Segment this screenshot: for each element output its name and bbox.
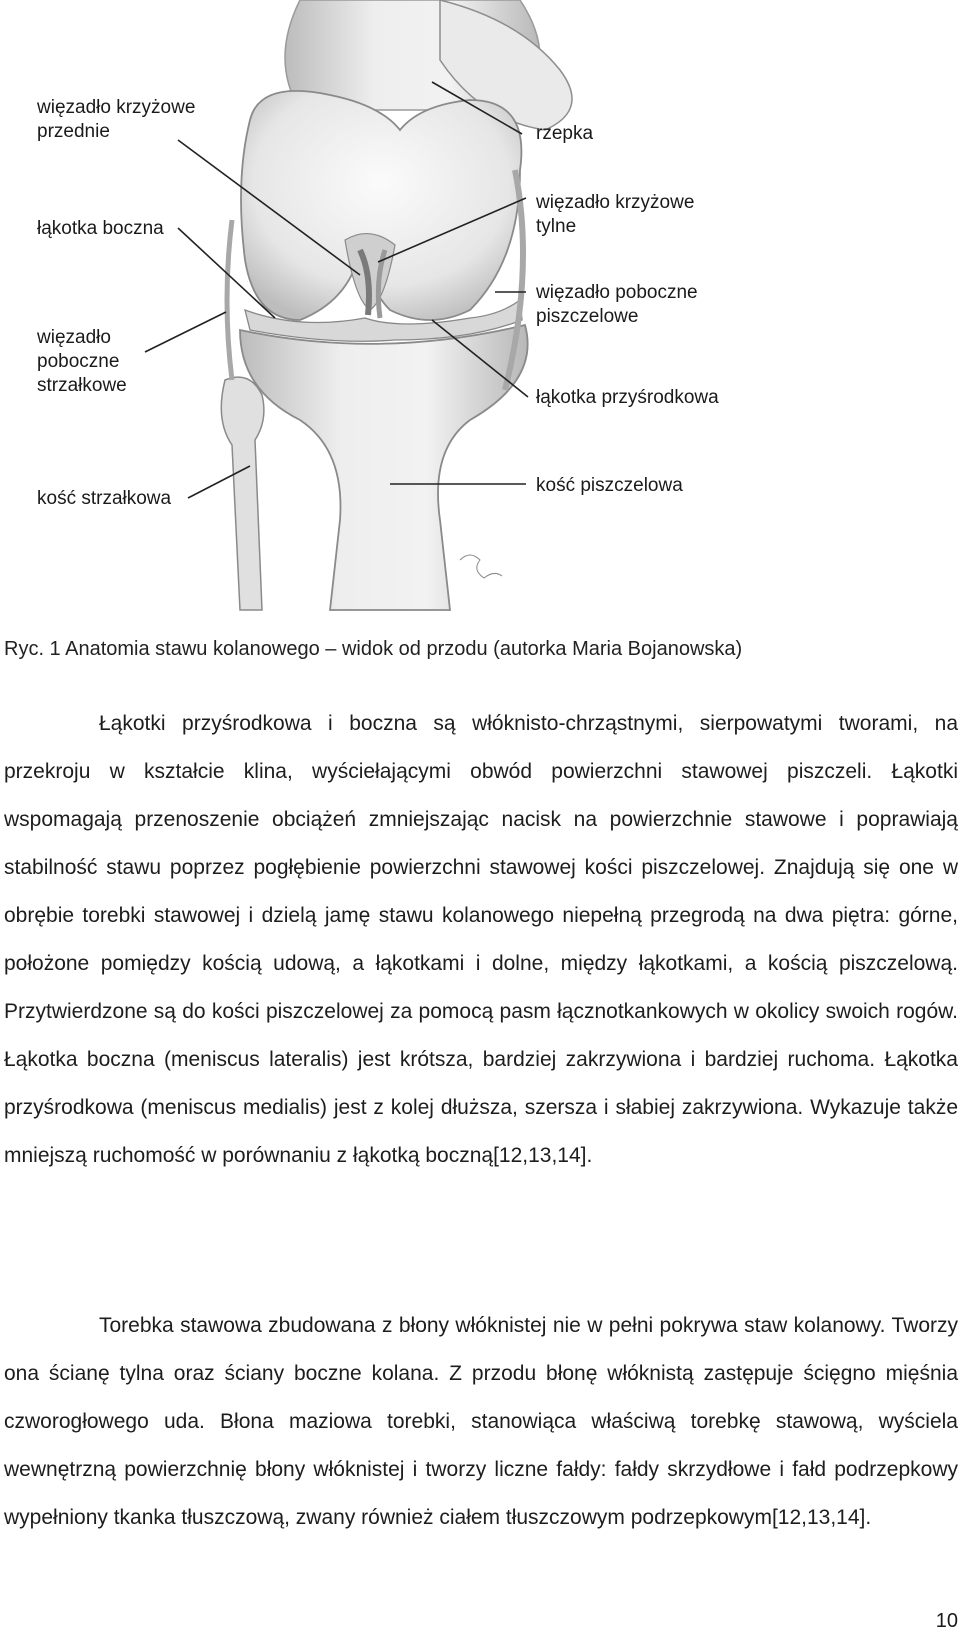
label-lateral-meniscus: łąkotka boczna [37,218,164,239]
paragraph-joint-capsule: Torebka stawowa zbudowana z błony włóknistej nie w pełni pokrywa staw kolanowy. Tworzy ona ścianę tylna oraz ściany boczne kolana. Z przodu błonę włóknistą zastępuje ścięgno mięśnia czworogłowego uda. Błona maziowa torebki, stanowiąca właściwą torebkę stawową, wyściela wewnętrzną powierzchnię błony włóknistej i tworzy liczne fałdy: fałdy skrzydłowe i fałd podrzepkowy wypełniony tkanka tłuszczową, zwany również ciałem tłuszczowym podrzepkowym[12,13,14]. [4,1314,958,1529]
knee-drawing [0,0,960,630]
label-medial-meniscus: łąkotka przyśrodkowa [536,387,719,408]
label-tibia: kość piszczelowa [536,475,683,496]
label-posterior-cruciate-ligament: więzadło krzyżowe tylne [536,192,695,237]
label-lateral-collateral-ligament: więzadło poboczne strzałkowe [37,327,127,396]
paragraph-menisci: Łąkotki przyśrodkowa i boczna są włóknisto-chrząstnymi, sierpowatymi tworami, na przekroju w kształcie klina, wyściełającymi obwód powierzchni stawowej piszczeli. Łąkotki wspomagają przenoszenie obciążeń zmniejszając nacisk na powierzchnie stawowe i poprawiają stabilność stawu poprzez pogłębienie powierzchni stawowej kości piszczelowej. Znajdują się one w obrębie torebki stawowej i dzielą jamę stawu kolanowego niepełną przegrodą na dwa piętra: górne, położone pomiędzy kością udową, a łąkotkami i dolne, między łąkotkami, a kością piszczelową. Przytwierdzone są do kości piszczelowej za pomocą pasm łącznotkankowych w okolicy swoich rogów. Łąkotka boczna (meniscus lateralis) jest krótsza, bardziej zakrzywiona i bardziej ruchoma. Łąkotka przyśrodkowa (meniscus medialis) jest z kolej dłuższa, szersza i słabiej zakrzywiona. Wykazuje także mniejszą ruchomość w porównaniu z łąkotką boczną[12,13,14]. [4,712,958,1167]
page-number: 10 [935,1610,958,1632]
label-medial-collateral-ligament: więzadło poboczne piszczelowe [536,282,698,327]
label-anterior-cruciate-ligament: więzadło krzyżowe przednie [37,97,196,142]
label-patella: rzepka [536,123,594,144]
knee-anatomy-figure [0,0,960,630]
label-fibula: kość strzałkowa [37,488,172,509]
figure-caption: Ryc. 1 Anatomia stawu kolanowego – widok od przodu (autorka Maria Bojanowska) [4,638,743,660]
